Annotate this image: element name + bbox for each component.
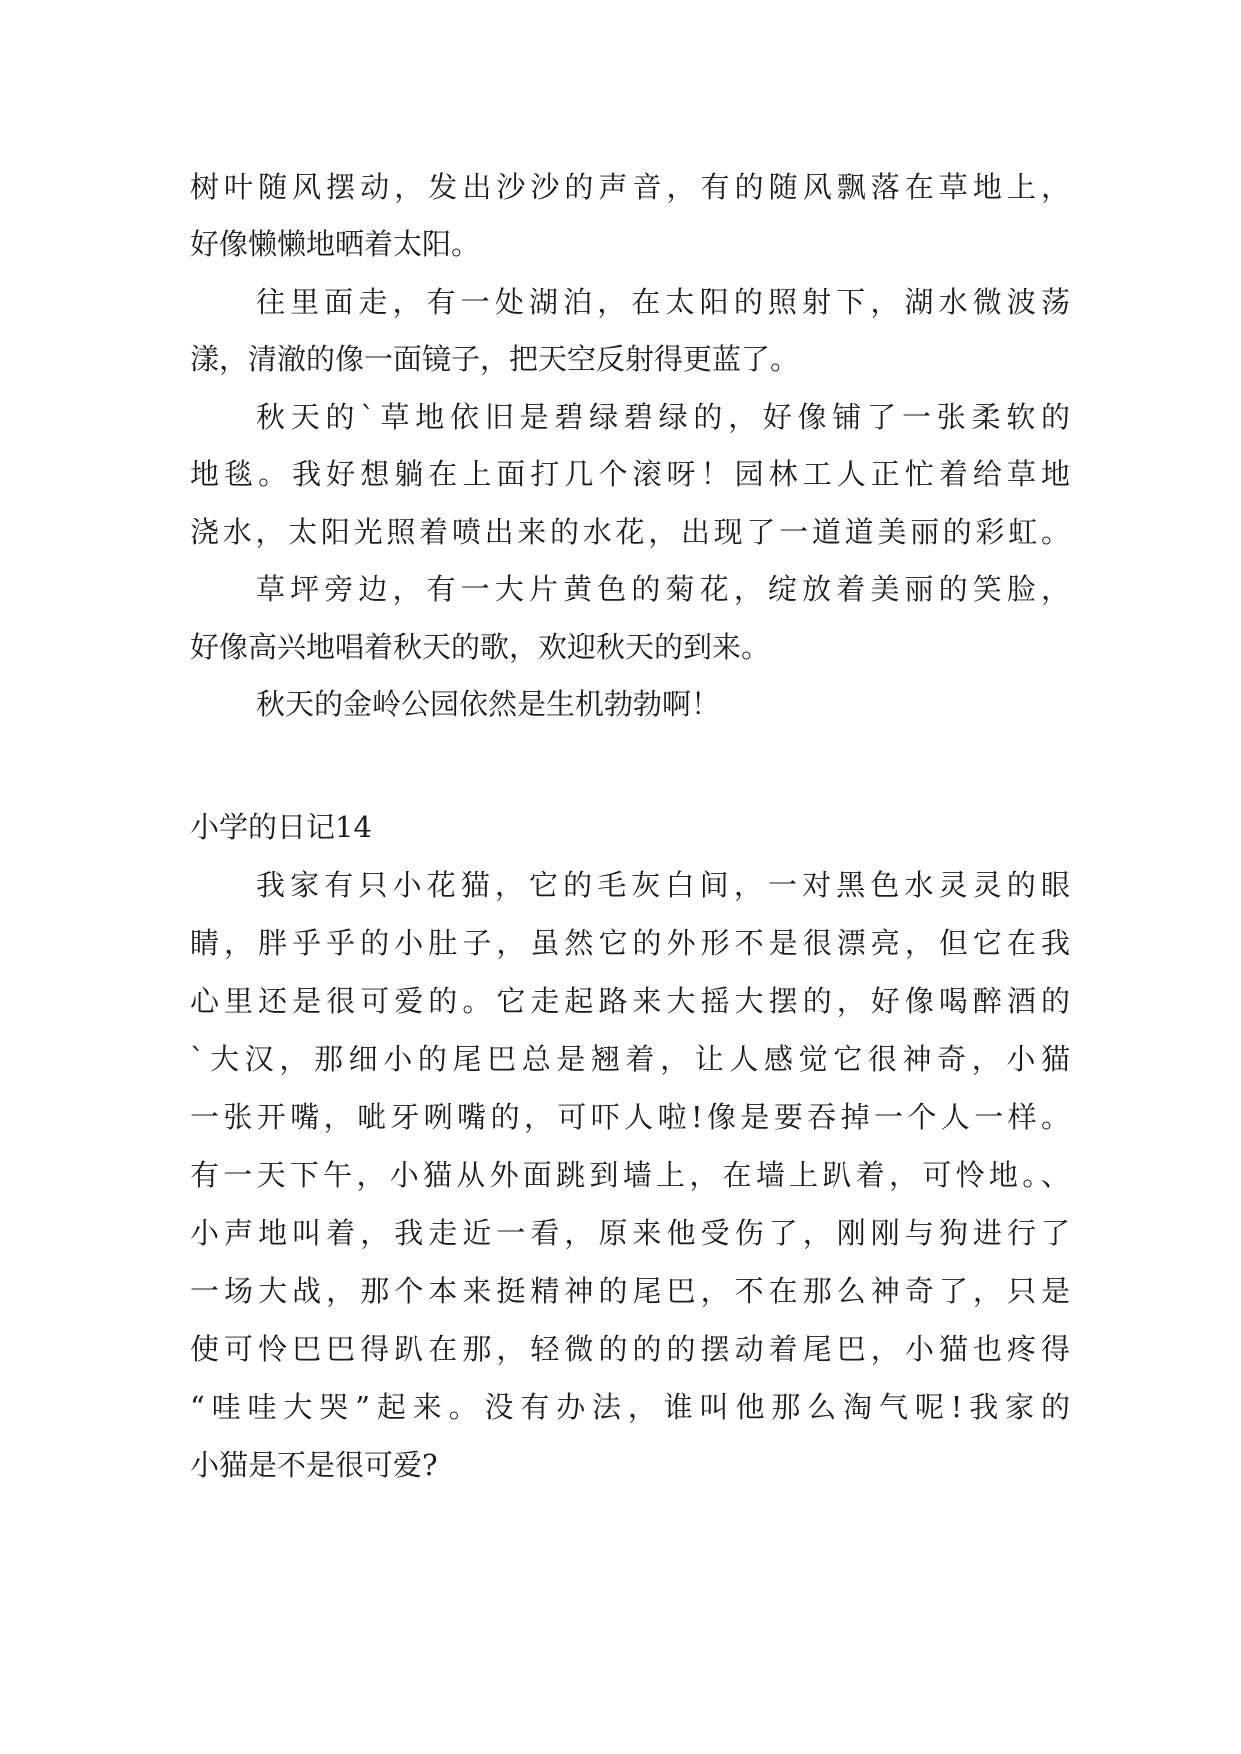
paragraph-line: 草坪旁边，有一大片黄色的菊花，绽放着美丽的笑脸，: [256, 572, 1070, 606]
paragraph-line: 好像懒懒地晒着太阳。: [190, 227, 481, 261]
paragraph-line: 好像高兴地唱着秋天的歌，欢迎秋天的到来。: [190, 630, 771, 664]
paragraph-line: 漾，清澈的像一面镜子，把天空反射得更蓝了。: [190, 342, 800, 376]
paragraph-line: 小猫是不是很可爱?: [190, 1448, 438, 1482]
paragraph-line: 地毯。我好想躺在上面打几个滚呀！园林工人正忙着给草地: [190, 457, 1070, 491]
paragraph-line: 有一天下午，小猫从外面跳到墙上，在墙上趴着，可怜地。、: [190, 1158, 1070, 1192]
section-heading: 小学的日记14: [190, 810, 372, 844]
paragraph-line: “哇哇大哭”起来。没有办法，谁叫他那么淘气呢!我家的: [190, 1390, 1070, 1424]
paragraph-line: 睛，胖乎乎的小肚子，虽然它的外形不是很漂亮，但它在我: [190, 926, 1070, 960]
paragraph-line: `大汉，那细小的尾巴总是翘着，让人感觉它很神奇，小猫: [190, 1042, 1070, 1076]
paragraph-line: 浇水，太阳光照着喷出来的水花，出现了一道道美丽的彩虹。: [190, 515, 1070, 549]
paragraph-line: 小声地叫着，我走近一看，原来他受伤了，刚刚与狗进行了: [190, 1216, 1070, 1250]
paragraph-line: 秋天的金岭公园依然是生机勃勃啊！: [256, 687, 721, 721]
paragraph-line: 我家有只小花猫，它的毛灰白间，一对黑色水灵灵的眼: [256, 868, 1070, 902]
paragraph-line: 一张开嘴，呲牙咧嘴的，可吓人啦!像是要吞掉一个人一样。: [190, 1100, 1070, 1134]
paragraph-line: 秋天的`草地依旧是碧绿碧绿的，好像铺了一张柔软的: [256, 400, 1070, 434]
paragraph-line: 使可怜巴巴得趴在那，轻微的的的摆动着尾巴，小猫也疼得: [190, 1332, 1070, 1366]
paragraph-line: 心里还是很可爱的。它走起路来大摇大摆的，好像喝醉酒的: [190, 984, 1070, 1018]
paragraph-line: 一场大战，那个本来挺精神的尾巴，不在那么神奇了，只是: [190, 1274, 1070, 1308]
paragraph-line: 树叶随风摆动，发出沙沙的声音，有的随风飘落在草地上，: [190, 170, 1070, 204]
paragraph-line: 往里面走，有一处湖泊，在太阳的照射下，湖水微波荡: [256, 285, 1070, 319]
